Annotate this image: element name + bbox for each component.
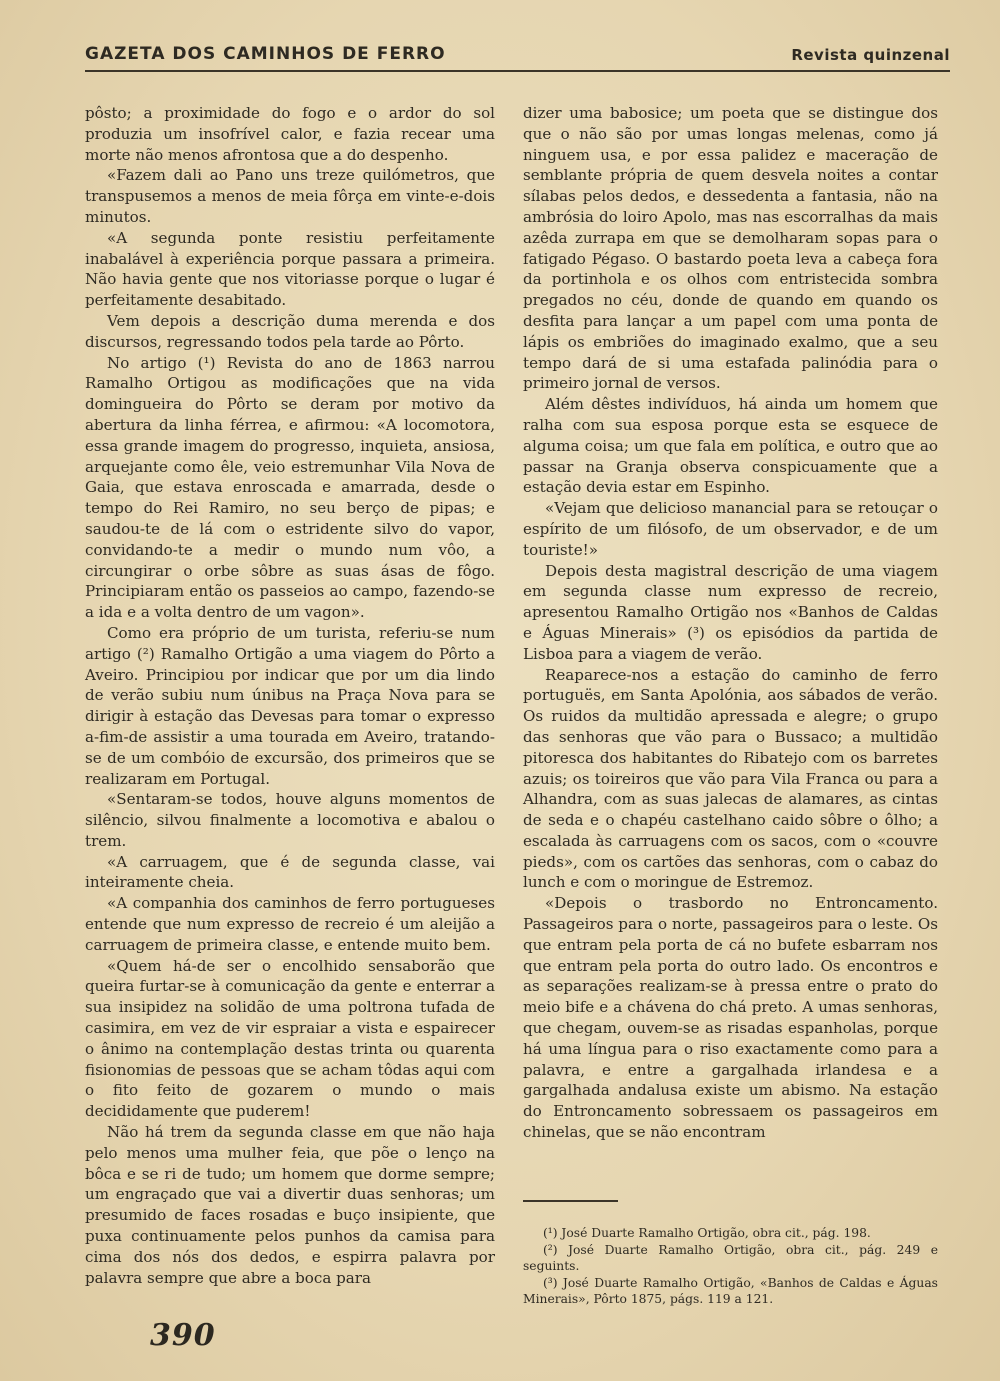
footnote-rule	[523, 1200, 618, 1202]
paragraph: Além dêstes indivíduos, há ainda um homem que ralha com sua esposa porque esta se esquece de alguma coisa; um que fala em política, e outro que ao passar na Granja observa conspicuamente que a estação devia estar em Espinho.	[523, 395, 938, 497]
paragraph: «Vejam que delicioso manancial para se retouçar o espírito de um filósofo, de um observador, e de um touriste!»	[523, 499, 938, 559]
paragraph: Vem depois a descrição duma merenda e dos discursos, regressando todos pela tarde ao Pôrto.	[85, 311, 495, 351]
footnote: (²) José Duarte Ramalho Ortigão, obra cit., pág. 249 e seguints.	[523, 1242, 938, 1273]
right-column	[523, 103, 938, 1143]
footnote: (¹) José Duarte Ramalho Ortigão, obra cit., pág. 198.	[543, 1226, 871, 1240]
paragraph: Como era próprio de um turista, referiu-se num artigo (²) Ramalho Ortigão a uma viagem do Pôrto a Aveiro. Principiou por indicar que por um dia lindo de verão subiu num únibus na Praça Nova para se dirigir à estação das Devesas para tomar o expresso a-fim-de assistir a uma tourada em Aveiro, tratando-se de um combóio de excursão, dos primeiros que se realizaram em Portugal.	[85, 623, 495, 788]
paragraph: Depois desta magistral descrição de uma viagem em segunda classe num expresso de recreio, apresentou Ramalho Ortigão nos «Banhos de Caldas e Águas Minerais» (³) os episódios da partida de Lisboa para a viagem de verão.	[523, 561, 938, 663]
paragraph: Reaparece-nos a estação do caminho de ferro portuguës, em Santa Apolónia, aos sábados de verão. Os ruidos da multidão apressada e alegre; o grupo das senhoras que vão para o Bussaco; a multidão pitoresca dos habitantes do Ribatejo com os barretes azuis; os toireiros que vão para Vila Franca ou para a Alhandra, com as suas jalecas de alamares, as cintas de seda e o chapéu castelhano caido sôbre o ôlho; a escalada às carruagens com os sacos, com o «couvre pieds», com os cartões das senhoras, com o cabaz do lunch e com o moringue de Estremoz.	[523, 665, 938, 892]
footnote: (³) José Duarte Ramalho Ortigão, «Banhos de Caldas e Águas Minerais», Pôrto 1875, págs. 119 a 121.	[523, 1275, 938, 1306]
paragraph: pôsto; a proximidade do fogo e o ardor do sol produzia um insofrível calor, e fazia recear uma morte não menos afrontosa que a do despenho.	[85, 104, 495, 164]
paragraph: «Depois o trasbordo no Entroncamento. Passageiros para o norte, passageiros para o leste. Os que entram pela porta de cá no bufete esbarram nos que entram pela porta do outro lado. Os encontros e as separações realizam-se à pressa entre o prato do meio bife e a chávena do chá preto. A umas senhoras, que chegam, ouvem-se as risadas espanholas, porque há uma língua para o riso exactamente como para a palavra, e entre a gargalhada irlandesa e a gargalhada andalusa existe um abismo. Na estação do Entroncamento sobressaem os passageiros em chinelas, que se não encontram	[523, 894, 938, 1142]
running-header	[85, 40, 950, 64]
paragraph: «Quem há-de ser o encolhido sensaborão que queira furtar-se à comunicação da gente e enterrar a sua insipidez na solidão de uma poltrona tufada de casimira, em vez de vir espraiar a vista e espairecer o ânimo na contemplação destas trinta ou quarenta fisionomias de pessoas que se acham tôdas aqui com o fito feito de gozarem o mundo o mais decididamente que puderem!	[85, 956, 495, 1121]
page-number: 390	[150, 1318, 216, 1353]
footnotes	[523, 1225, 938, 1308]
paragraph: «A carruagem, que é de segunda classe, vai inteiramente cheia.	[85, 852, 495, 892]
header-rule	[85, 70, 950, 72]
paragraph: «Fazem dali ao Pano uns treze quilómetros, que transpusemos a menos de meia fôrça em vinte-e-dois minutos.	[85, 166, 495, 226]
paragraph: «Sentaram-se todos, houve alguns momentos de silêncio, silvou finalmente a locomotiva e abalou o trem.	[85, 790, 495, 850]
paragraph: «A companhia dos caminhos de ferro portugueses entende que num expresso de recreio é um aleijão a carruagem de primeira classe, e entende muito bem.	[85, 894, 495, 954]
paragraph: «A segunda ponte resistiu perfeitamente inabalável à experiência porque passara a primeira. Não havia gente que nos vitoriasse porque o lugar é perfeitamente desabitado.	[85, 228, 495, 310]
journal-title: GAZETA DOS CAMINHOS DE FERRO	[85, 44, 446, 64]
paragraph: No artigo (¹) Revista do ano de 1863 narrou Ramalho Ortigou as modificações que na vida domingueira do Pôrto se deram por motivo da abertura da linha férrea, e afirmou: «A locomotora, essa grande imagem do progresso, inquieta, ansiosa, arquejante como êle, veio estremunhar Vila Nova de Gaia, que estava enroscada e amarrada, desde o tempo do Rei Ramiro, no seu berço de pipas; e saudou-te de lá com o estridente silvo do vapor, convidando-te a medir o mundo num vôo, a circungirar o orbe sôbre as suas ásas de fôgo. Principiaram então os passeios ao campo, fazendo-se a ida e a volta dentro de um vagon».	[85, 353, 495, 622]
journal-section: Revista quinzenal	[791, 46, 950, 64]
left-column	[85, 103, 495, 1288]
paragraph: dizer uma babosice; um poeta que se distingue dos que o não são por umas longas melenas, como já ninguem usa, e por essa palidez e maceração de semblante própria de quem desvela noites a contar sílabas pelos dedos, e dessedenta a fantasia, não na ambrósia do loiro Apolo, mas nas escorralhas da mais azêda zurrapa em que se demolharam sopas para o fatigado Pégaso. O bastardo poeta leva a cabeça fora da portinhola e os olhos com entristecida sombra pregados no céu, donde de quando em quando os desfita para lançar a um papel com uma ponta de lápis os embriões do imaginado exalmo, que a seu tempo dará de si uma estafada palinódia para o primeiro jornal de versos.	[523, 104, 938, 393]
paragraph: Não há trem da segunda classe em que não haja pelo menos uma mulher feia, que põe o lenço na bôca e se ri de tudo; um homem que dorme sempre; um engraçado que vai a divertir duas senhoras; um presumido de faces rosadas e buço insipiente, que puxa continuamente pelos punhos da camisa para cima dos nós dos dedos, e espirra palavra por palavra sempre que abre a boca para	[85, 1123, 495, 1287]
